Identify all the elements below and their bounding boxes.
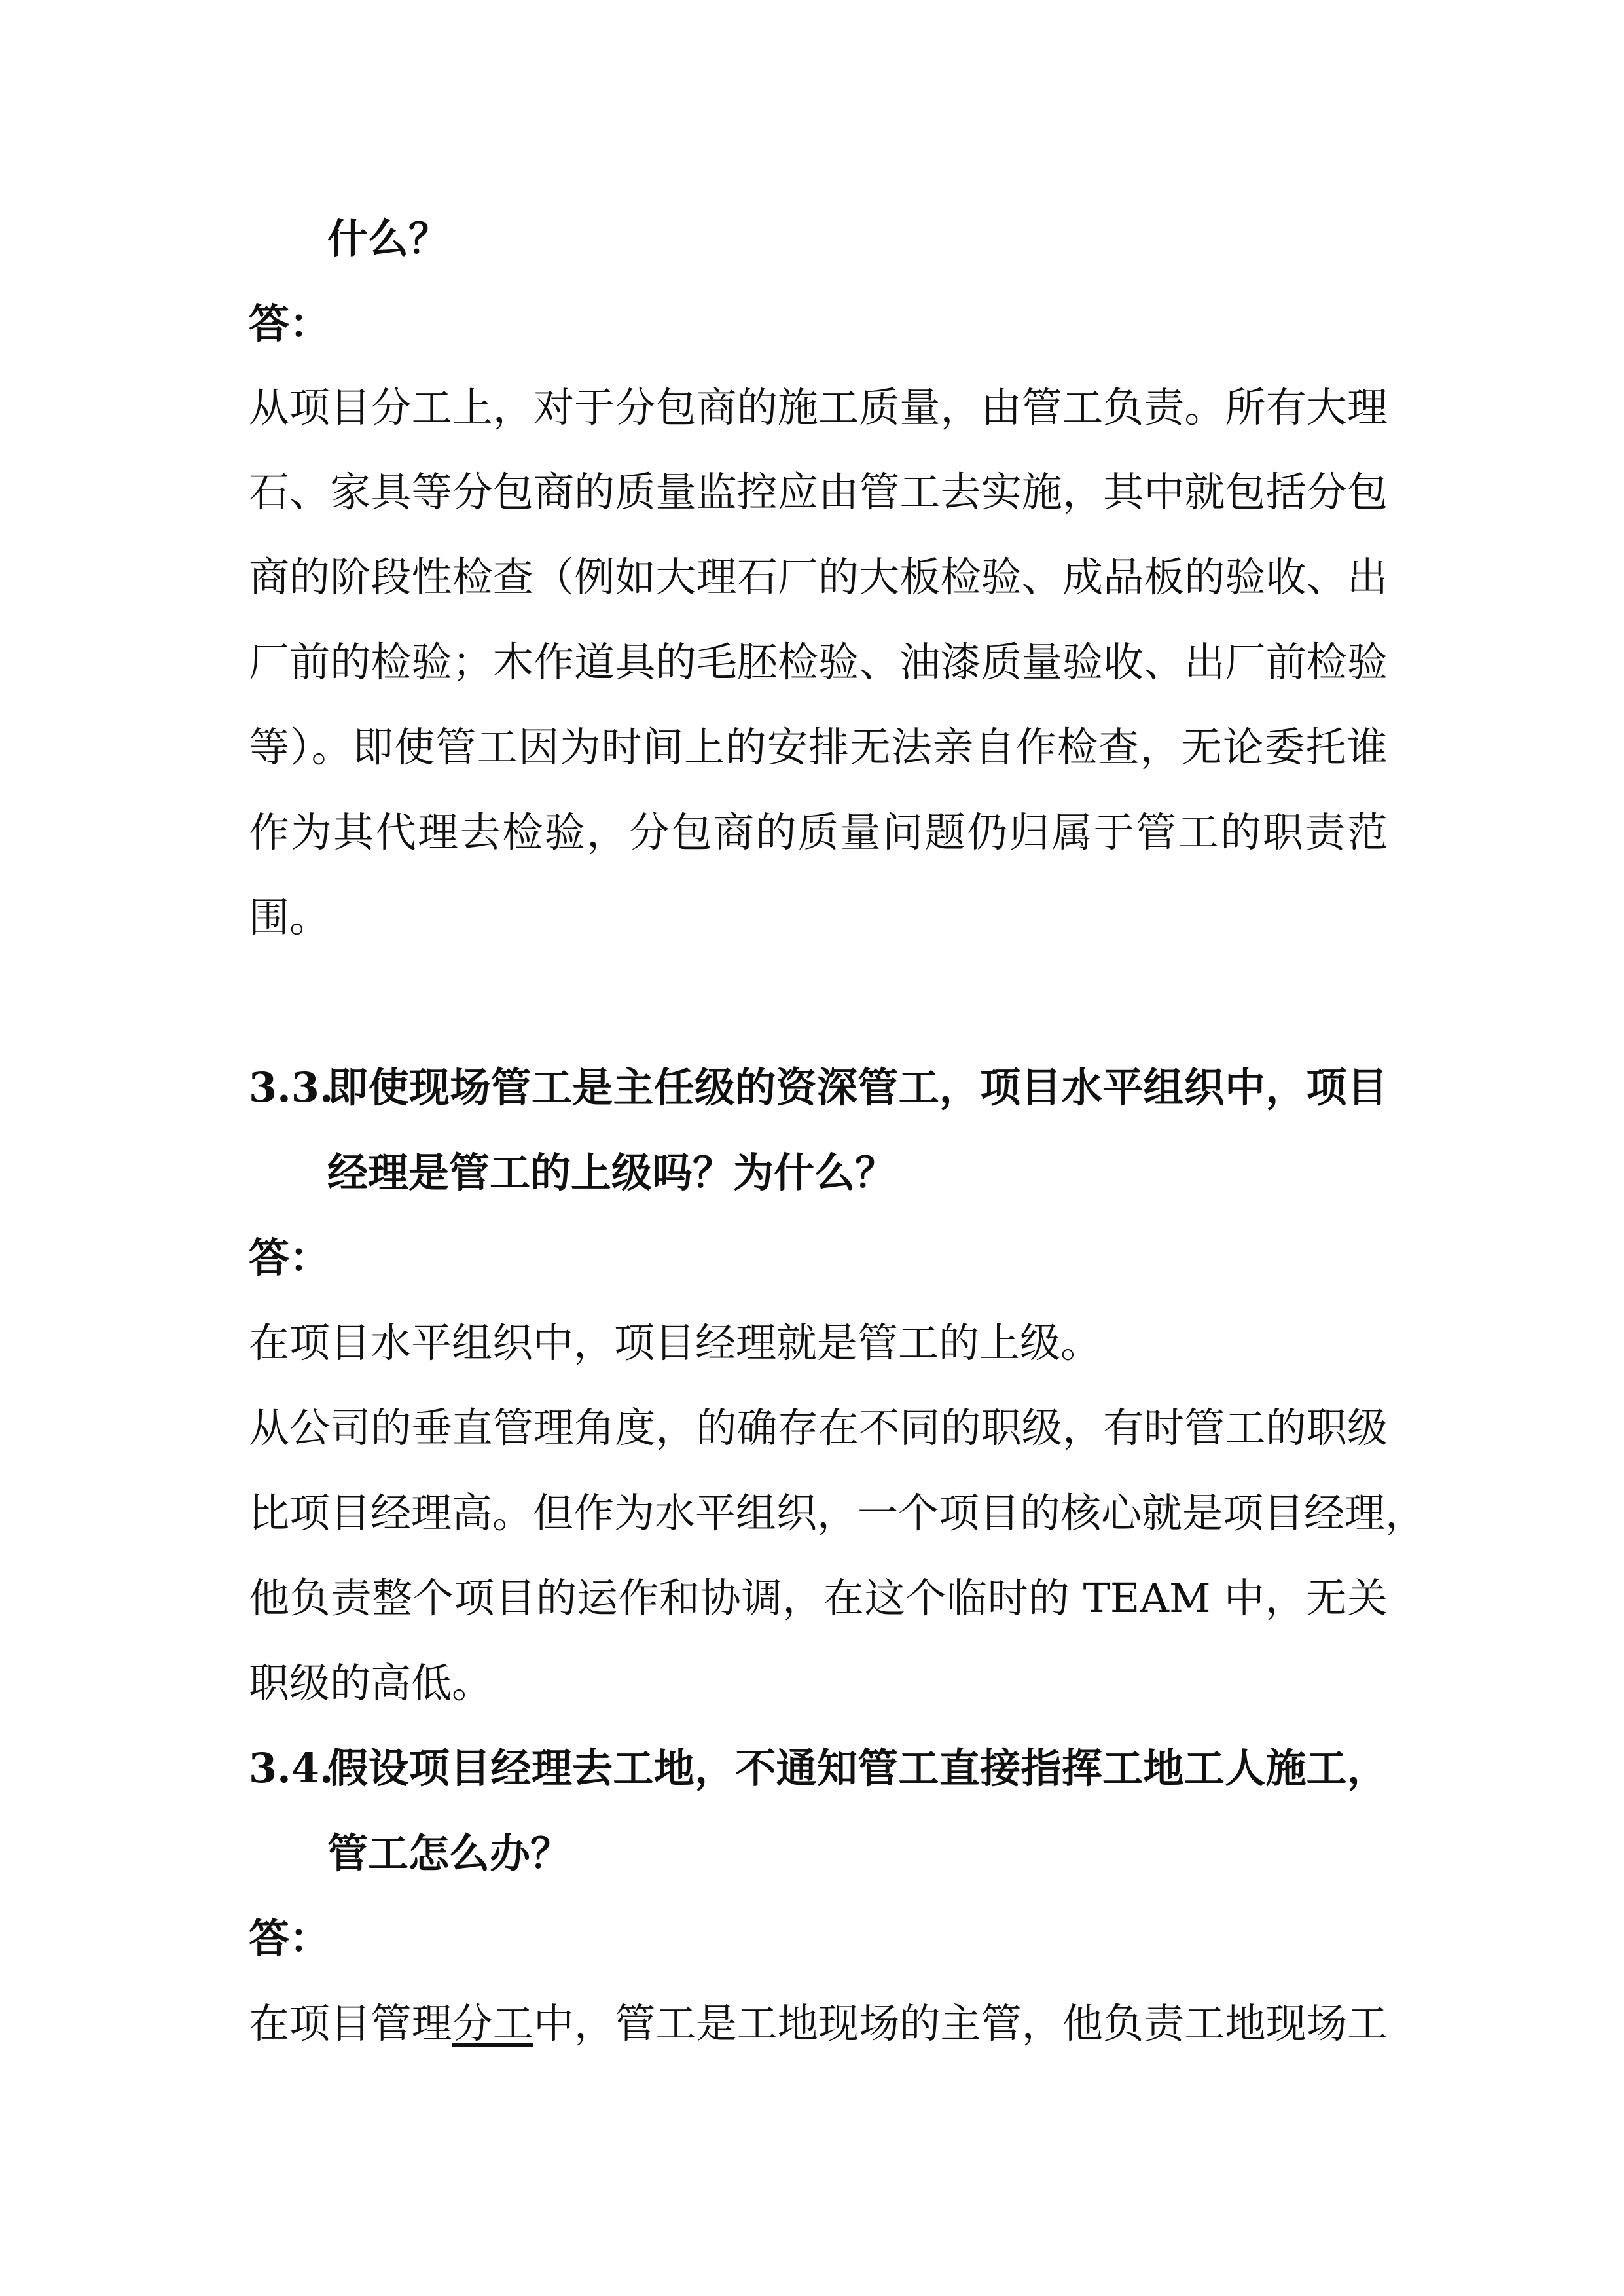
answer-text-line: 作为其代理去检验，分包商的质量问题仍归属于管工的职责范	[249, 808, 1388, 856]
heading-number: 3.4.	[249, 1744, 334, 1792]
heading-text: 即使现场管工是主任级的资深管工，项目水平组织中，项目	[327, 1064, 1388, 1111]
question-heading-3-3	[249, 1062, 1388, 1114]
answer-text-line: 他负责整个项目的运作和协调，在这个临时的 TEAM 中，无关	[249, 1574, 1388, 1622]
answer-text-line: 厂前的检验；木作道具的毛胚检验、油漆质量验收、出厂前检验	[249, 638, 1388, 686]
heading-text: 假设项目经理去工地，不通知管工直接指挥工地工人施工，	[327, 1744, 1388, 1792]
answer-text-line: 围。	[249, 893, 331, 941]
heading-number: 3.3.	[249, 1064, 334, 1111]
underlined-text: 分工	[452, 2000, 534, 2047]
question-heading-continuation: 经理是管工的上级吗？为什么？	[327, 1149, 896, 1196]
answer-label: 答：	[249, 300, 331, 348]
text-segment: 中，管工是工地现场的主管，他负责工地现场工	[533, 2000, 1388, 2047]
question-heading-continuation: 管工怎么办？	[327, 1829, 571, 1877]
answer-text-line: 从项目分工上，对于分包商的施工质量，由管工负责。所有大理	[249, 384, 1388, 431]
answer-text-line	[249, 1998, 1388, 2050]
answer-text-line: 职级的高低。	[249, 1659, 493, 1707]
answer-text-line: 商的阶段性检查（例如大理石厂的大板检验、成品板的验收、出	[249, 553, 1388, 601]
answer-text-line: 从公司的垂直管理角度，的确存在不同的职级，有时管工的职级	[249, 1404, 1388, 1452]
question-continuation: 什么？	[327, 215, 450, 262]
question-heading-3-4	[249, 1742, 1388, 1795]
answer-label: 答：	[249, 1914, 331, 1962]
answer-label: 答：	[249, 1234, 331, 1282]
text-segment: 在项目管理	[249, 2000, 452, 2047]
answer-text-line: 等）。即使管工因为时间上的安排无法亲自作检查，无论委托谁	[249, 723, 1388, 771]
answer-text-line: 石、家具等分包商的质量监控应由管工去实施，其中就包括分包	[249, 468, 1388, 516]
answer-text-line: 比项目经理高。但作为水平组织，一个项目的核心就是项目经理，	[249, 1489, 1426, 1537]
answer-text-line: 在项目水平组织中，项目经理就是管工的上级。	[249, 1319, 1102, 1367]
